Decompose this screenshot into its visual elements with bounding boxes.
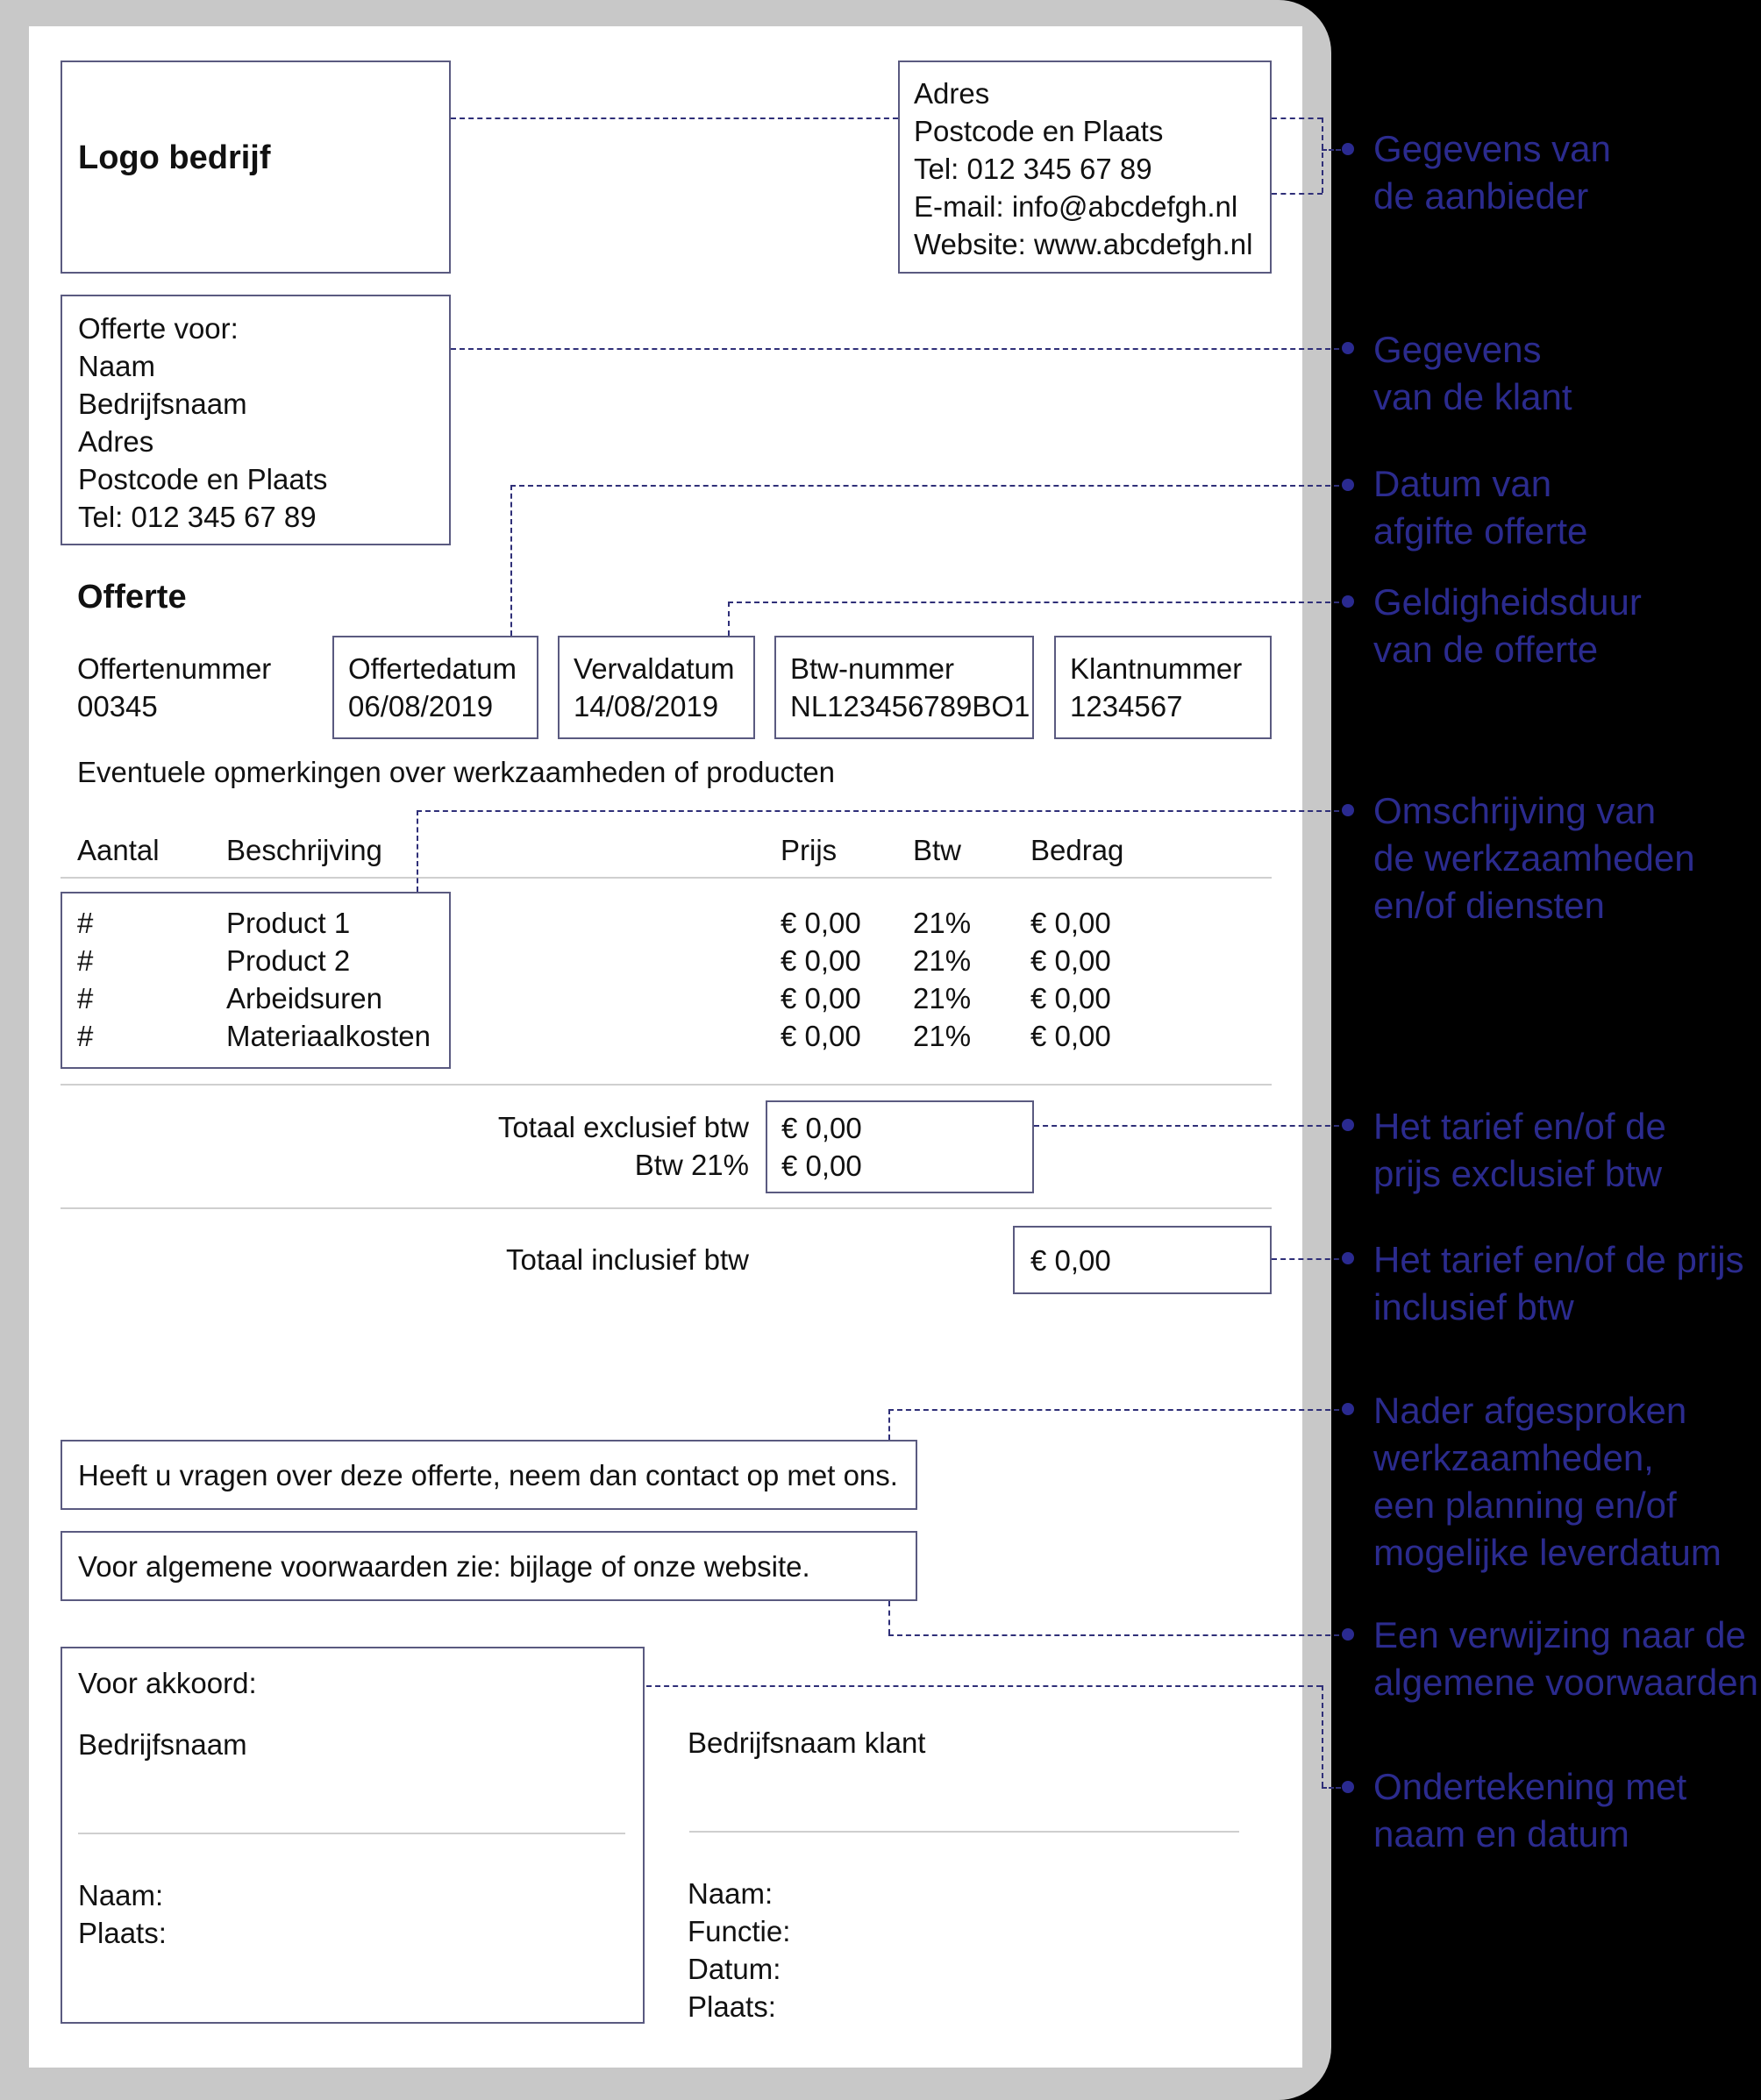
quote-date-value: 06/08/2019 bbox=[348, 690, 494, 723]
terms-note-box bbox=[61, 1531, 917, 1601]
logo-box bbox=[61, 61, 451, 274]
connector-dot bbox=[1342, 804, 1354, 816]
annotation-line: Gegevens bbox=[1373, 329, 1542, 370]
annotation-line: Omschrijving van bbox=[1373, 790, 1657, 831]
connector-line bbox=[888, 1634, 1348, 1636]
client-line: Bedrijfsnaam bbox=[78, 388, 247, 420]
connector-line bbox=[1034, 1125, 1348, 1127]
annotation-line: prijs exclusief btw bbox=[1373, 1153, 1663, 1194]
annotation-line: algemene voorwaarden bbox=[1373, 1662, 1758, 1703]
cell-aantal: # bbox=[77, 944, 94, 977]
totals-divider bbox=[61, 1207, 1272, 1209]
signature-akkoord: Voor akkoord: bbox=[78, 1667, 257, 1699]
connector-dot bbox=[1342, 143, 1354, 155]
annotation-line: Het tarief en/of de bbox=[1373, 1106, 1666, 1147]
cell-bedrag: € 0,00 bbox=[1030, 944, 1111, 977]
quote-date-label: Offertedatum bbox=[348, 652, 517, 685]
annotation-line: en/of diensten bbox=[1373, 885, 1605, 926]
provider-box bbox=[898, 61, 1272, 274]
cell-beschrijving: Product 2 bbox=[226, 944, 351, 977]
due-date-box bbox=[558, 636, 755, 739]
signature-client-fields bbox=[688, 1875, 790, 2025]
signature-line bbox=[78, 1833, 625, 1834]
client-details bbox=[78, 310, 327, 536]
annotation-line: afgifte offerte bbox=[1373, 510, 1588, 552]
quote-number bbox=[77, 650, 271, 725]
annotation-line: een planning en/of bbox=[1373, 1484, 1677, 1526]
quote-date-box bbox=[332, 636, 538, 739]
signature-field: Datum: bbox=[688, 1953, 781, 1985]
connector-line bbox=[1272, 193, 1323, 195]
contact-note-box bbox=[61, 1440, 917, 1510]
connector-line bbox=[451, 117, 898, 119]
annotation-excl bbox=[1373, 1103, 1666, 1198]
signature-field: Plaats: bbox=[78, 1917, 167, 1949]
connector-line bbox=[417, 810, 1348, 812]
annotation-description bbox=[1373, 787, 1695, 929]
col-header-beschrijving: Beschrijving bbox=[226, 834, 382, 866]
signature-box bbox=[61, 1647, 645, 2024]
connector-dot bbox=[1342, 479, 1354, 491]
quote-number-value: 00345 bbox=[77, 690, 158, 723]
cell-bedrag: € 0,00 bbox=[1030, 907, 1111, 939]
customer-number-value: 1234567 bbox=[1070, 690, 1183, 723]
vat-number-value: NL123456789BO1 bbox=[790, 690, 1030, 723]
due-date-label: Vervaldatum bbox=[574, 652, 735, 685]
annotation-date bbox=[1373, 460, 1587, 555]
connector-dot bbox=[1342, 1628, 1354, 1641]
customer-number-label: Klantnummer bbox=[1070, 652, 1243, 685]
provider-line: Website: www.abcdefgh.nl bbox=[914, 228, 1253, 260]
annotation-planning bbox=[1373, 1387, 1722, 1577]
table-bottom-divider bbox=[61, 1084, 1272, 1086]
vat-number-box bbox=[774, 636, 1034, 739]
connector-line bbox=[646, 1685, 1322, 1687]
cell-bedrag: € 0,00 bbox=[1030, 982, 1111, 1014]
customer-number bbox=[1070, 650, 1242, 725]
annotation-validity bbox=[1373, 579, 1642, 673]
client-signature-line bbox=[689, 1831, 1239, 1833]
connector-dot bbox=[1342, 1252, 1354, 1264]
annotation-line: Het tarief en/of de prijs bbox=[1373, 1239, 1744, 1280]
annotation-line: naam en datum bbox=[1373, 1813, 1629, 1854]
connector-line bbox=[510, 485, 512, 636]
client-line: Offerte voor: bbox=[78, 312, 239, 345]
client-line: Naam bbox=[78, 350, 156, 382]
annotation-incl bbox=[1373, 1236, 1744, 1331]
annotation-line: Ondertekening met bbox=[1373, 1766, 1687, 1807]
cell-prijs: € 0,00 bbox=[781, 907, 861, 939]
connector-dot bbox=[1342, 595, 1354, 608]
connector-line bbox=[1272, 1258, 1348, 1260]
connector-line bbox=[728, 602, 730, 636]
connector-line bbox=[1322, 1685, 1323, 1787]
connector-dot bbox=[1342, 1119, 1354, 1131]
cell-btw: 21% bbox=[913, 982, 972, 1014]
total-incl-value: € 0,00 bbox=[1030, 1244, 1111, 1277]
connector-line bbox=[1272, 117, 1323, 119]
signature-field: Naam: bbox=[78, 1879, 164, 1911]
signature-company-fields bbox=[78, 1876, 167, 1952]
connector-dot bbox=[1342, 342, 1354, 354]
cell-aantal: # bbox=[77, 907, 94, 939]
signature-field: Functie: bbox=[688, 1915, 791, 1947]
total-excl-box bbox=[766, 1100, 1034, 1193]
connector-dot bbox=[1342, 1781, 1354, 1793]
client-line: Adres bbox=[78, 425, 154, 458]
connector-line bbox=[417, 810, 418, 892]
table-header-divider bbox=[61, 877, 1272, 879]
cell-btw: 21% bbox=[913, 944, 972, 977]
connector-line bbox=[888, 1409, 1348, 1411]
col-header-btw: Btw bbox=[913, 834, 962, 866]
client-line: Tel: 012 345 67 89 bbox=[78, 501, 317, 533]
cell-btw: 21% bbox=[913, 1020, 972, 1052]
vat-label: Btw 21% bbox=[634, 1149, 749, 1181]
cell-aantal: # bbox=[77, 982, 94, 1014]
connector-line bbox=[728, 602, 1348, 603]
quote-number-label: Offertenummer bbox=[77, 652, 272, 685]
total-excl-label: Totaal exclusief btw bbox=[497, 1111, 749, 1143]
annotation-line: Datum van bbox=[1373, 463, 1552, 504]
signature-client-company: Bedrijfsnaam klant bbox=[688, 1726, 926, 1759]
connector-line bbox=[1322, 117, 1323, 193]
remarks-text: Eventuele opmerkingen over werkzaamheden of producten bbox=[77, 756, 836, 788]
provider-line: Adres bbox=[914, 77, 990, 110]
annotation-line: de aanbieder bbox=[1373, 175, 1589, 217]
connector-line bbox=[451, 348, 1348, 350]
annotation-line: Nader afgesproken bbox=[1373, 1390, 1687, 1431]
annotation-line: werkzaamheden, bbox=[1373, 1437, 1654, 1478]
col-header-aantal: Aantal bbox=[77, 834, 160, 866]
quote-date bbox=[348, 650, 517, 725]
annotation-line: van de offerte bbox=[1373, 629, 1599, 670]
connector-dot bbox=[1342, 1403, 1354, 1415]
cell-beschrijving: Materiaalkosten bbox=[226, 1020, 431, 1052]
signature-field: Plaats: bbox=[688, 1990, 776, 2023]
provider-line: E-mail: info@abcdefgh.nl bbox=[914, 190, 1238, 223]
client-line: Postcode en Plaats bbox=[78, 463, 328, 495]
cell-aantal: # bbox=[77, 1020, 94, 1052]
col-header-prijs: Prijs bbox=[781, 834, 838, 866]
client-box bbox=[61, 295, 451, 545]
total-incl-label: Totaal inclusief btw bbox=[506, 1243, 749, 1276]
cell-bedrag: € 0,00 bbox=[1030, 1020, 1111, 1052]
vat-value: € 0,00 bbox=[781, 1150, 862, 1182]
annotation-terms bbox=[1373, 1612, 1758, 1706]
due-date-value: 14/08/2019 bbox=[574, 690, 719, 723]
connector-line bbox=[510, 485, 1348, 487]
annotation-provider bbox=[1373, 125, 1611, 220]
annotation-line: Geldigheidsduur bbox=[1373, 581, 1642, 623]
col-header-bedrag: Bedrag bbox=[1030, 834, 1124, 866]
signature-field: Naam: bbox=[688, 1877, 774, 1910]
annotation-line: van de klant bbox=[1373, 376, 1572, 417]
terms-note: Voor algemene voorwaarden zie: bijlage of onze website. bbox=[78, 1550, 810, 1583]
total-excl-values bbox=[781, 1109, 862, 1185]
annotation-line: inclusief btw bbox=[1373, 1286, 1574, 1328]
vat-number bbox=[790, 650, 1030, 725]
due-date bbox=[574, 650, 734, 725]
annotation-line: Een verwijzing naar de bbox=[1373, 1614, 1746, 1655]
logo-text: Logo bedrijf bbox=[78, 139, 271, 176]
cell-beschrijving: Arbeidsuren bbox=[226, 982, 382, 1014]
customer-number-box bbox=[1054, 636, 1272, 739]
signature-company: Bedrijfsnaam bbox=[78, 1728, 247, 1761]
total-incl-box bbox=[1013, 1226, 1272, 1294]
annotation-client bbox=[1373, 326, 1572, 421]
document-title: Offerte bbox=[77, 579, 187, 616]
cell-prijs: € 0,00 bbox=[781, 982, 861, 1014]
provider-line: Tel: 012 345 67 89 bbox=[914, 153, 1152, 185]
annotation-line: mogelijke leverdatum bbox=[1373, 1532, 1722, 1573]
provider-line: Postcode en Plaats bbox=[914, 115, 1164, 147]
provider-details bbox=[914, 75, 1252, 263]
annotation-line: Gegevens van bbox=[1373, 128, 1611, 169]
vat-number-label: Btw-nummer bbox=[790, 652, 955, 685]
contact-note: Heeft u vragen over deze offerte, neem dan contact op met ons. bbox=[78, 1459, 898, 1491]
cell-prijs: € 0,00 bbox=[781, 1020, 861, 1052]
annotation-signature bbox=[1373, 1763, 1686, 1858]
cell-beschrijving: Product 1 bbox=[226, 907, 351, 939]
connector-line bbox=[888, 1601, 890, 1634]
cell-btw: 21% bbox=[913, 907, 972, 939]
cell-prijs: € 0,00 bbox=[781, 944, 861, 977]
connector-line bbox=[888, 1409, 890, 1440]
annotation-line: de werkzaamheden bbox=[1373, 837, 1695, 879]
total-excl-value: € 0,00 bbox=[781, 1112, 862, 1144]
